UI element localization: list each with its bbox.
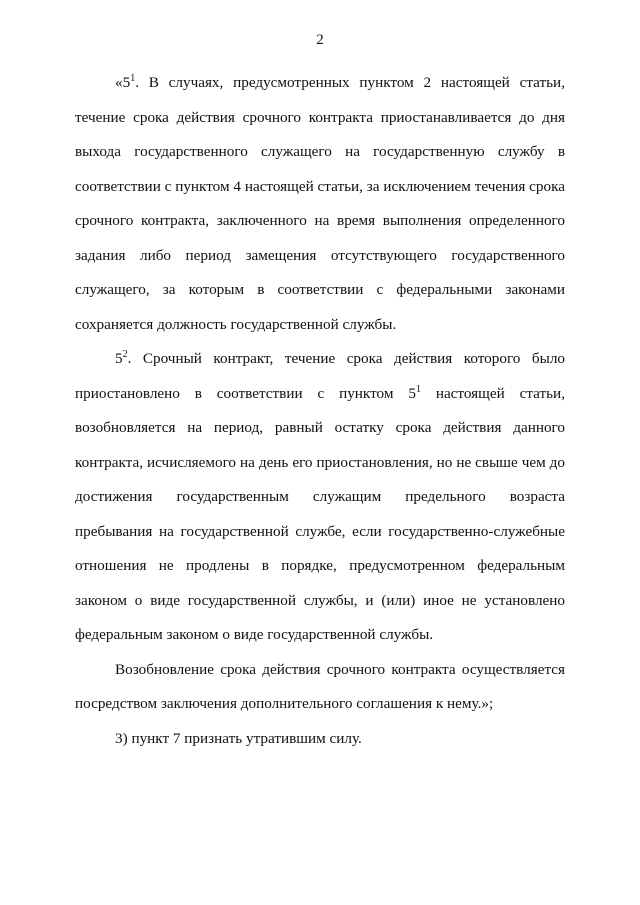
superscript: 1 (415, 383, 421, 395)
superscript: 1 (130, 73, 136, 84)
paragraph-text: настоящей статьи, возобновляется на период, равный остатку срока действия данного контракта, исчисляемого на день его приостановления, но не свыше чем до достижения государственным служащим предельного возраста пребывания на государственной службе, если государственно-служебные отношения не продлены в порядке, предусмотренном федеральным законом о виде государственной службы, и (или) иное не установлено федеральным законом о виде государственной службы. (75, 384, 565, 643)
paragraph-text: «5 (115, 74, 131, 91)
paragraph-text: 5 (115, 350, 123, 367)
page-number: 2 (316, 32, 324, 48)
paragraph-clause-5-1 (75, 66, 565, 342)
paragraph-clause-5-2 (75, 342, 565, 653)
paragraph-text: . Срочный контракт, течение срока действия которого было приостановлено в соответствии с пунктом 5 (75, 350, 565, 402)
paragraph-text: . В случаях, предусмотренных пунктом 2 настоящей статьи, течение срока действия срочного контракта приостанавливается до дня выхода государственного служащего на государственную службу в соответствии с пунктом 4 настоящей статьи, за исключением течения срока срочного контракта, заключенного на время выполнения определенного задания либо период замещения отсутствующего государственного служащего, за которым в соответствии с федеральными законами сохраняется должность государственной службы. (75, 74, 565, 333)
paragraph-text: 3) пункт 7 признать утратившим силу. (115, 729, 362, 747)
document-body (75, 66, 565, 756)
paragraph-item-3 (75, 722, 565, 757)
superscript: 2 (122, 349, 128, 360)
paragraph-text: Возобновление срока действия срочного контракта осуществляется посредством заключения дополнительного соглашения к нему.»; (75, 660, 565, 712)
paragraph-renewal (75, 653, 565, 722)
